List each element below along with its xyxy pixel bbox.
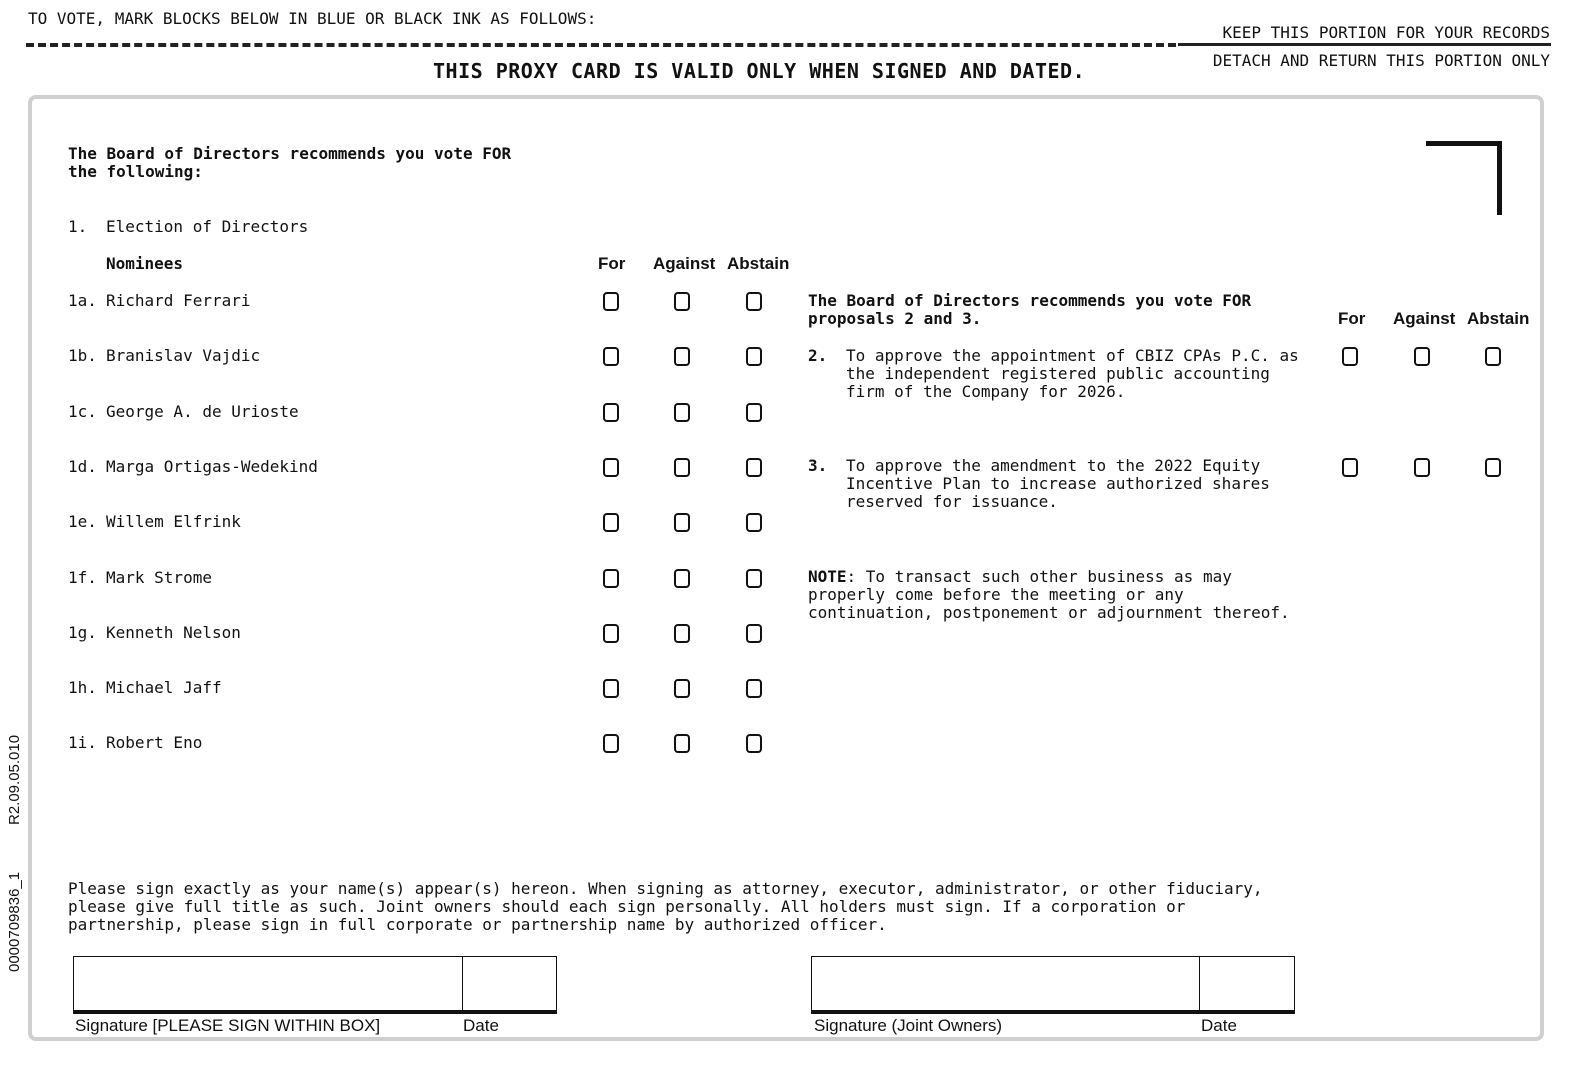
nominee-abstain-checkbox[interactable] xyxy=(746,347,762,366)
nominee-for-checkbox[interactable] xyxy=(603,624,619,643)
side-code-1: 0000709836_1 xyxy=(6,871,23,972)
nominee-against-checkbox[interactable] xyxy=(674,347,690,366)
nominee-id: 1h. xyxy=(68,678,97,697)
nominee-id: 1i. xyxy=(68,733,97,752)
col-for-1: For xyxy=(598,254,626,273)
signature-label-2: Signature (Joint Owners) xyxy=(814,1016,1003,1035)
nominee-against-checkbox[interactable] xyxy=(674,569,690,588)
col-abstain-2: Abstain xyxy=(1467,309,1530,328)
nominee-for-checkbox[interactable] xyxy=(603,513,619,532)
nominee-against-checkbox[interactable] xyxy=(674,679,690,698)
proposal2-for-checkbox[interactable] xyxy=(1342,347,1358,366)
nominee-abstain-checkbox[interactable] xyxy=(746,292,762,311)
signature-label-1: Signature [PLEASE SIGN WITHIN BOX] xyxy=(75,1016,381,1035)
nominee-abstain-checkbox[interactable] xyxy=(746,403,762,422)
nominee-against-checkbox[interactable] xyxy=(674,458,690,477)
proposal2-abstain-checkbox[interactable] xyxy=(1485,347,1501,366)
nominee-id: 1g. xyxy=(68,623,97,642)
proposal3-text: To approve the amendment to the 2022 Equity Incentive Plan to increase authorized shares reserved for issuance. xyxy=(846,456,1270,511)
nominee-name: Robert Eno xyxy=(106,733,203,752)
proposal1-number: 1. xyxy=(68,217,88,236)
nominee-abstain-checkbox[interactable] xyxy=(746,679,762,698)
col-against-1: Against xyxy=(653,254,716,273)
nominee-id: 1b. xyxy=(68,346,97,365)
detach-solid-line xyxy=(1178,43,1551,46)
nominee-for-checkbox[interactable] xyxy=(603,458,619,477)
note-text: : To transact such other business as may properly come before the meeting or any continuation, postponement or adjournment thereof. xyxy=(808,567,1290,622)
sign-instructions: Please sign exactly as your name(s) appear(s) hereon. When signing as attorney, executor, administrator, or other fiduciary, please give full title as such. Joint owners should each sign personally. All holders must sign. If a corporation or partnership, please sign in full corporate or partnership name by authorized officer. xyxy=(68,879,1263,934)
nominee-id: 1e. xyxy=(68,512,97,531)
date-label-1: Date xyxy=(463,1016,499,1035)
note-label: NOTE xyxy=(808,567,847,586)
nominee-against-checkbox[interactable] xyxy=(674,734,690,753)
note xyxy=(808,568,1290,622)
signature-box-1[interactable] xyxy=(73,956,557,1014)
nominee-name: George A. de Urioste xyxy=(106,402,299,421)
proposal2-number: 2. xyxy=(808,346,828,365)
nominee-for-checkbox[interactable] xyxy=(603,569,619,588)
nominee-name: Branislav Vajdic xyxy=(106,346,261,365)
keep-portion-label: KEEP THIS PORTION FOR YOUR RECORDS xyxy=(1222,23,1550,42)
proposal1-title: Election of Directors xyxy=(106,217,309,236)
nominee-against-checkbox[interactable] xyxy=(674,403,690,422)
nominee-against-checkbox[interactable] xyxy=(674,624,690,643)
nominee-id: 1f. xyxy=(68,568,97,587)
proposal3-against-checkbox[interactable] xyxy=(1414,458,1430,477)
nominees-header: Nominees xyxy=(106,254,184,273)
col-abstain-1: Abstain xyxy=(727,254,790,273)
nominee-name: Michael Jaff xyxy=(106,678,222,697)
nominee-abstain-checkbox[interactable] xyxy=(746,458,762,477)
col-for-2: For xyxy=(1338,309,1366,328)
nominee-for-checkbox[interactable] xyxy=(603,679,619,698)
board-recommendation-2: The Board of Directors recommends you vote FOR proposals 2 and 3. xyxy=(808,291,1252,328)
nominee-name: Kenneth Nelson xyxy=(106,623,241,642)
col-against-2: Against xyxy=(1393,309,1456,328)
signature-box-2[interactable] xyxy=(811,956,1295,1014)
nominee-name: Mark Strome xyxy=(106,568,212,587)
proposal2-against-checkbox[interactable] xyxy=(1414,347,1430,366)
board-recommendation-1: The Board of Directors recommends you vote FOR the following: xyxy=(68,144,512,181)
nominee-id: 1c. xyxy=(68,402,97,421)
proposal3-abstain-checkbox[interactable] xyxy=(1485,458,1501,477)
nominee-for-checkbox[interactable] xyxy=(603,734,619,753)
nominee-name: Marga Ortigas-Wedekind xyxy=(106,457,318,476)
nominee-abstain-checkbox[interactable] xyxy=(746,624,762,643)
nominee-abstain-checkbox[interactable] xyxy=(746,734,762,753)
nominee-name: Willem Elfrink xyxy=(106,512,241,531)
nominee-for-checkbox[interactable] xyxy=(603,292,619,311)
nominee-id: 1d. xyxy=(68,457,97,476)
proposal3-number: 3. xyxy=(808,456,828,475)
detach-dashed-line xyxy=(26,43,1176,47)
signature-divider-2 xyxy=(1199,956,1200,1012)
corner-mark xyxy=(1426,141,1502,215)
side-code-2: R2.09.05.010 xyxy=(6,734,23,825)
detach-portion-label: DETACH AND RETURN THIS PORTION ONLY xyxy=(1212,51,1550,70)
nominee-abstain-checkbox[interactable] xyxy=(746,513,762,532)
valid-notice: THIS PROXY CARD IS VALID ONLY WHEN SIGNED AND DATED. xyxy=(433,59,1086,83)
date-label-2: Date xyxy=(1201,1016,1237,1035)
nominee-for-checkbox[interactable] xyxy=(603,347,619,366)
vote-instructions: TO VOTE, MARK BLOCKS BELOW IN BLUE OR BLACK INK AS FOLLOWS: xyxy=(28,9,597,28)
nominee-against-checkbox[interactable] xyxy=(674,513,690,532)
nominee-against-checkbox[interactable] xyxy=(674,292,690,311)
signature-divider-1 xyxy=(462,956,463,1012)
nominee-abstain-checkbox[interactable] xyxy=(746,569,762,588)
nominee-for-checkbox[interactable] xyxy=(603,403,619,422)
proposal2-text: To approve the appointment of CBIZ CPAs P.C. as the independent registered public accounting firm of the Company for 2026. xyxy=(846,346,1299,401)
nominee-id: 1a. xyxy=(68,291,97,310)
proposal3-for-checkbox[interactable] xyxy=(1342,458,1358,477)
nominee-name: Richard Ferrari xyxy=(106,291,251,310)
